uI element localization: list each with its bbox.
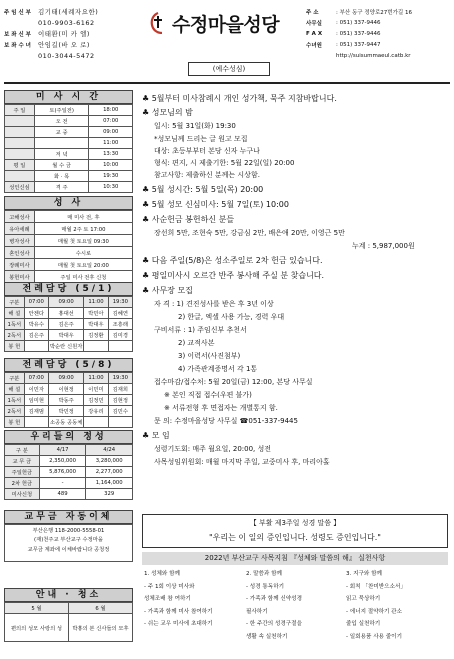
table-cell: 이민자: [24, 384, 48, 395]
notice-line: 대상: 초등부부터 본당 신자 누구나: [154, 147, 260, 155]
auto-transfer-line: 교무금 계좌에 이체바랍니다 공청정: [27, 546, 110, 553]
cleaning-table: [4, 602, 133, 642]
table-header-cell: 4/24: [86, 445, 133, 456]
contact-row: [4, 6, 136, 17]
notice-line: 2) 교적사본: [178, 339, 215, 347]
offering-table: [4, 444, 133, 500]
table-row: [5, 467, 133, 478]
table-header-cell: 19:30: [108, 297, 132, 308]
notice-line: 구비서류 : 1) 주임신부 추천서: [154, 326, 247, 334]
table-row: [5, 171, 133, 182]
table-cell: 489: [39, 489, 86, 500]
guideline-item: - 쉬는 교우 미사에 초대하기: [144, 621, 213, 627]
table-cell: 1독서: [5, 319, 25, 330]
table-cell: 김현정: [108, 395, 132, 406]
table-cell: 강유리: [84, 406, 108, 417]
table-cell: [84, 341, 108, 352]
table-cell: 329: [86, 489, 133, 500]
table-cell: 1,164,000: [86, 478, 133, 489]
sacraments-title: 성 사: [4, 196, 133, 210]
contact-row: [306, 28, 452, 39]
notice-line: ♣ 사순헌금 봉헌하신 분들: [142, 215, 235, 224]
table-row: [5, 417, 133, 428]
guideline-item: 3. 지구와 함께: [346, 571, 382, 577]
contact-value: 010-3044-5472: [38, 51, 95, 60]
pastoral-guidelines-title: 2022년 부산교구 사목지침 『성체와 말씀의 해』 실천사항: [142, 552, 448, 565]
table-cell: 토(주일전): [34, 105, 89, 116]
table-cell: 장례미사: [5, 259, 35, 271]
contact-label: 보 좌 수 녀: [4, 42, 31, 49]
contact-row: [306, 39, 452, 50]
table-row: [5, 489, 133, 500]
table-row: [5, 259, 133, 271]
contact-value: http://suisummaeul.catb.kr: [336, 52, 411, 59]
liturgy-roster-2-table: [4, 372, 133, 428]
table-cell: 미사신청: [5, 489, 40, 500]
guidelines-column-earth: [346, 568, 406, 643]
table-cell: 11:00: [89, 138, 133, 149]
table-cell: 주일 미사 전후 신청: [34, 271, 132, 283]
table-row: [5, 308, 133, 319]
guideline-item: - 회칙 「찬미받으소서」: [346, 583, 406, 590]
contact-label: 수녀원: [306, 42, 322, 49]
table-cell: 매 미사 전, 후: [34, 211, 132, 223]
contact-label: 주 임 신 부: [4, 9, 31, 16]
table-cell: 김정민: [84, 395, 108, 406]
table-row: [5, 138, 133, 149]
contact-value: 안임길(바 오 로): [38, 41, 90, 49]
table-header-cell: 구 분: [5, 445, 40, 456]
liturgy-roster-1-title: 전례담당 (5/1): [4, 282, 133, 296]
table-cell: 병자성사: [5, 235, 35, 247]
table-cell: 박홍의 본 신사들의 모후: [69, 614, 133, 642]
table-row: [5, 330, 133, 341]
table-row: [5, 247, 133, 259]
table-cell: 매월 2주 토 17:00: [34, 223, 132, 235]
table-cell: 김은주: [48, 319, 83, 330]
parish-logo: [150, 8, 300, 38]
table-cell: 고해성사: [5, 211, 35, 223]
table-cell: 김은주: [24, 330, 48, 341]
table-cell: 이민미: [84, 384, 108, 395]
table-cell: 유아세례: [5, 223, 35, 235]
contact-row: [306, 6, 452, 17]
auto-transfer-box: [4, 524, 133, 562]
table-cell: [5, 116, 35, 127]
table-row: [5, 116, 133, 127]
table-cell: [24, 417, 48, 428]
scripture-text: "우리는 이 일의 증인입니다. 성령도 증인입니다.": [209, 533, 381, 542]
table-cell: 박대우: [48, 330, 83, 341]
table-header-cell: 구분: [5, 297, 25, 308]
table-cell: 김재범: [24, 406, 48, 417]
table-cell: 오 전: [34, 116, 89, 127]
contact-row: [306, 50, 452, 61]
table-header-cell: 07:00: [24, 373, 48, 384]
table-cell: 박순란 신원자: [48, 341, 83, 352]
guideline-item: 필사하기: [246, 608, 268, 615]
guideline-item: - 가족과 함께 신약성경: [246, 596, 302, 602]
table-cell: [84, 417, 108, 428]
table-cell: 07:00: [89, 116, 133, 127]
table-cell: 월 수 금: [34, 160, 89, 171]
table-cell: -: [39, 478, 86, 489]
notice-line: 성령기도회: 매주 월요일, 20:00, 성전: [154, 445, 272, 453]
table-cell: 5,876,000: [39, 467, 86, 478]
table-cell: 이현정: [48, 384, 83, 395]
table-cell: 김미경: [108, 330, 132, 341]
guideline-item: - 에너지 절약하기 관소: [346, 608, 402, 615]
guideline-item: 1. 성체와 함께: [144, 571, 180, 577]
contact-value: : 051) 337-9446: [336, 30, 381, 37]
table-cell: 봉헌미사: [5, 271, 35, 283]
table-row: [5, 127, 133, 138]
table-cell: 19:30: [89, 171, 133, 182]
contact-row: [4, 39, 136, 50]
table-cell: 매월 첫 토요일 09:30: [34, 235, 132, 247]
notice-line: 문 의: 수정마을성당 사무실 ☎051-337-9445: [154, 417, 298, 425]
table-cell: 화 · 목: [34, 171, 89, 182]
table-cell: 봉 헌: [5, 417, 25, 428]
notice-line: 참고사항: 제출하신 분께는 시상함.: [154, 171, 260, 179]
table-row: [5, 182, 133, 193]
table-cell: 격 주: [34, 182, 89, 193]
table-row: [5, 235, 133, 247]
notices: [142, 92, 450, 510]
notice-line: 자 격 : 1) 견진성사를 받은 후 3년 이상: [154, 300, 274, 308]
notice-line: ※ 서류전형 후 면접자는 개별통지 함.: [164, 404, 278, 412]
sacraments-table: [4, 210, 133, 283]
notice-line: ♣ 5월 성모 신심미사: 5월 7일(토) 10:00: [142, 200, 289, 209]
table-cell: 교 무 금: [5, 456, 40, 467]
notice-line: ♣ 평일미사시 오르간 반주 봉사해 주실 분 찾습니다.: [142, 271, 325, 280]
guidelines-column-word: [246, 568, 302, 643]
liturgical-week: (예수성심): [188, 62, 270, 76]
table-row: [5, 319, 133, 330]
table-cell: 조흥래: [108, 319, 132, 330]
table-cell: [34, 138, 89, 149]
table-cell: 2독서: [5, 330, 25, 341]
table-header-cell: 5 월: [5, 603, 69, 614]
table-header-cell: 09:00: [48, 297, 83, 308]
scripture-title: 【 부활 제3주일 성경 말씀 】: [249, 519, 341, 527]
table-cell: 혼인성사: [5, 247, 35, 259]
notice-line: ♣ 다음 주일(5/8)은 성소주일로 2차 헌금 있습니다.: [142, 256, 323, 265]
table-cell: 매월 첫 토요일 20:00: [34, 259, 132, 271]
contact-label: F A X: [306, 30, 323, 37]
table-row: [5, 160, 133, 171]
table-cell: 10:30: [89, 182, 133, 193]
table-cell: 교 중: [34, 127, 89, 138]
table-header-cell: 19:30: [108, 373, 132, 384]
cross-icon: [150, 12, 166, 34]
table-cell: 해 설: [5, 308, 25, 319]
table-header-row: [5, 445, 133, 456]
table-header-cell: 11:00: [84, 297, 108, 308]
guideline-item: - 성경 통독하기: [246, 583, 284, 590]
offering-title: 우리들의 정성: [4, 430, 133, 444]
table-cell: 평 일: [5, 160, 35, 171]
table-header-cell: 구분: [5, 373, 25, 384]
table-cell: 홍대선: [48, 308, 83, 319]
header-contacts-left: [4, 6, 136, 61]
guideline-item: 읽고 묵상하기: [346, 596, 381, 602]
table-row: [5, 149, 133, 160]
table-cell: 2,277,000: [86, 467, 133, 478]
table-header-row: [5, 297, 133, 308]
table-cell: [24, 341, 48, 352]
notice-line: 사목성임위원회: 매월 마지막 주일, 교중미사 후, 마리아홀: [154, 458, 330, 466]
table-cell: 해 설: [5, 384, 25, 395]
guideline-item: 줄입 실천하기: [346, 621, 381, 627]
notice-line: 2) 한글, 엑셀 사용 가능, 경력 우대: [178, 313, 285, 321]
notice-line: ※ 본인 직접 접수(우편 불가): [164, 391, 252, 399]
liturgy-roster-2-title: 전례담당 (5/8): [4, 358, 133, 372]
table-header-row: [5, 603, 133, 614]
table-row: [5, 105, 133, 116]
notice-line: ♣ 모 임: [142, 431, 170, 440]
auto-transfer-line: 부산은행 118-2000-5558-01: [32, 528, 105, 534]
table-cell: 18:00: [89, 105, 133, 116]
table-row: [5, 211, 133, 223]
notice-line: 3) 이력서(사진첨부): [178, 352, 241, 360]
guideline-item: 생활 속 실천하기: [246, 633, 288, 640]
guideline-item: - 가족과 함께 미사 참여하기: [144, 608, 213, 615]
table-cell: 박대우: [84, 319, 108, 330]
table-cell: 09:00: [89, 127, 133, 138]
table-cell: 김재희: [108, 384, 132, 395]
table-header-cell: 09:00: [48, 373, 83, 384]
table-cell: 박동주: [48, 395, 83, 406]
notice-line: ♣ 성모님의 밤: [142, 108, 193, 117]
contact-row: [4, 50, 136, 61]
contact-row: [4, 28, 136, 39]
table-cell: 박민아: [84, 308, 108, 319]
table-cell: 김민수: [108, 406, 132, 417]
table-cell: 김혜연: [108, 308, 132, 319]
contact-value: : 051) 337-9447: [336, 41, 381, 48]
table-cell: 2차 헌금: [5, 478, 40, 489]
parish-title: 수정마을성당: [172, 13, 280, 36]
table-header-cell: 07:00: [24, 297, 48, 308]
table-cell: [5, 127, 35, 138]
table-cell: [5, 149, 35, 160]
contact-value: 이태환(미 카 엘): [38, 30, 90, 38]
table-cell: 봉 헌: [5, 341, 25, 352]
table-cell: 김정환: [84, 330, 108, 341]
table-row: [5, 271, 133, 283]
table-header-row: [5, 373, 133, 384]
notice-line: ♣ 5월 성시간: 5월 5일(목) 20:00: [142, 185, 264, 194]
table-row: [5, 406, 133, 417]
table-cell: 주 일: [5, 105, 35, 116]
table-cell: 3,280,000: [86, 456, 133, 467]
table-header-cell: 6 월: [69, 603, 133, 614]
auto-transfer-title: 교무금 자동이체: [4, 510, 133, 524]
table-cell: 소공동 공동체: [48, 417, 83, 428]
contact-label: 보 좌 신 부: [4, 31, 31, 38]
liturgy-roster-1-table: [4, 296, 133, 352]
table-cell: 13:30: [89, 149, 133, 160]
table-row: [5, 395, 133, 406]
guideline-item: 2. 말씀과 함께: [246, 571, 282, 577]
guidelines-column-eucharist: [144, 568, 213, 631]
contact-row: [306, 17, 452, 28]
table-row: [5, 478, 133, 489]
table-cell: 박유수: [24, 319, 48, 330]
table-cell: 1독서: [5, 395, 25, 406]
table-cell: 임미현: [24, 395, 48, 406]
table-cell: 2독서: [5, 406, 25, 417]
table-cell: 2,350,000: [39, 456, 86, 467]
contact-label: 사무실: [306, 20, 322, 27]
contact-value: : 부산 동구 정양로27번가길 16: [336, 9, 412, 16]
table-cell: 10:00: [89, 160, 133, 171]
table-row: [5, 341, 133, 352]
header-divider: [4, 82, 450, 84]
notice-line: 장선희 5만, 조현숙 5만, 강금심 2만, 배은애 20만, 이영근 5만: [154, 229, 345, 237]
table-row: [5, 456, 133, 467]
cleaning-title: 안내 · 청소: [4, 588, 133, 602]
table-row: [5, 223, 133, 235]
notice-line: ♣ 5월부터 미사참례시 개인 성가책, 묵주 지참바랍니다.: [142, 94, 337, 103]
table-cell: [5, 171, 35, 182]
table-cell: 수시로: [34, 247, 132, 259]
guideline-item: - 한 주간의 성경구절을: [246, 621, 302, 627]
table-header-cell: 11:00: [84, 373, 108, 384]
table-header-cell: 4/17: [39, 445, 86, 456]
notice-line: 형식: 편지, 시 제출기한: 5월 22일(일) 20:00: [154, 159, 295, 167]
mass-times-title: 미 사 시 간: [4, 90, 133, 104]
table-cell: [5, 138, 35, 149]
guideline-item: - 주 1회 이상 미사와: [144, 583, 195, 590]
contact-row: [4, 17, 136, 28]
notice-line: *성모님께 드리는 글 원고 모집: [154, 135, 248, 143]
table-row: [5, 384, 133, 395]
table-cell: [108, 341, 132, 352]
notice-line: 일시: 5월 31일(화) 19:30: [154, 122, 236, 130]
table-cell: 편의의 성모 사랑의 성: [5, 614, 69, 642]
table-cell: 저 녁: [34, 149, 89, 160]
table-cell: 박민정: [48, 406, 83, 417]
table-cell: [108, 417, 132, 428]
guideline-item: - 일회용품 사용 줄이기: [346, 633, 402, 640]
contact-value: 010-9903-6162: [38, 18, 95, 27]
contact-value: : 051) 337-9446: [336, 19, 381, 26]
notice-line: 4) 가족관계증명서 각 1통: [178, 365, 258, 373]
contact-label: 주 소: [306, 9, 319, 16]
auto-transfer-line: (재)천주교 부산교구 수정마을: [34, 537, 103, 544]
table-cell: 성인신심: [5, 182, 35, 193]
table-cell: 안젠다: [24, 308, 48, 319]
notice-line: 누계 : 5,987,000원: [352, 242, 415, 250]
mass-times-table: [4, 104, 133, 193]
notice-line: ♣ 사무장 모집: [142, 286, 193, 295]
contact-value: 김기태(세례자요한): [38, 8, 99, 16]
table-cell: 주일헌금: [5, 467, 40, 478]
notice-line: 접수마감/접수처: 5월 20일(금) 12:00, 본당 사무실: [154, 378, 313, 386]
scripture-box: [142, 514, 448, 548]
table-row: [5, 614, 133, 642]
header-contacts-right: [306, 6, 452, 61]
guideline-item: 성체조배 참 여하기: [144, 596, 191, 602]
